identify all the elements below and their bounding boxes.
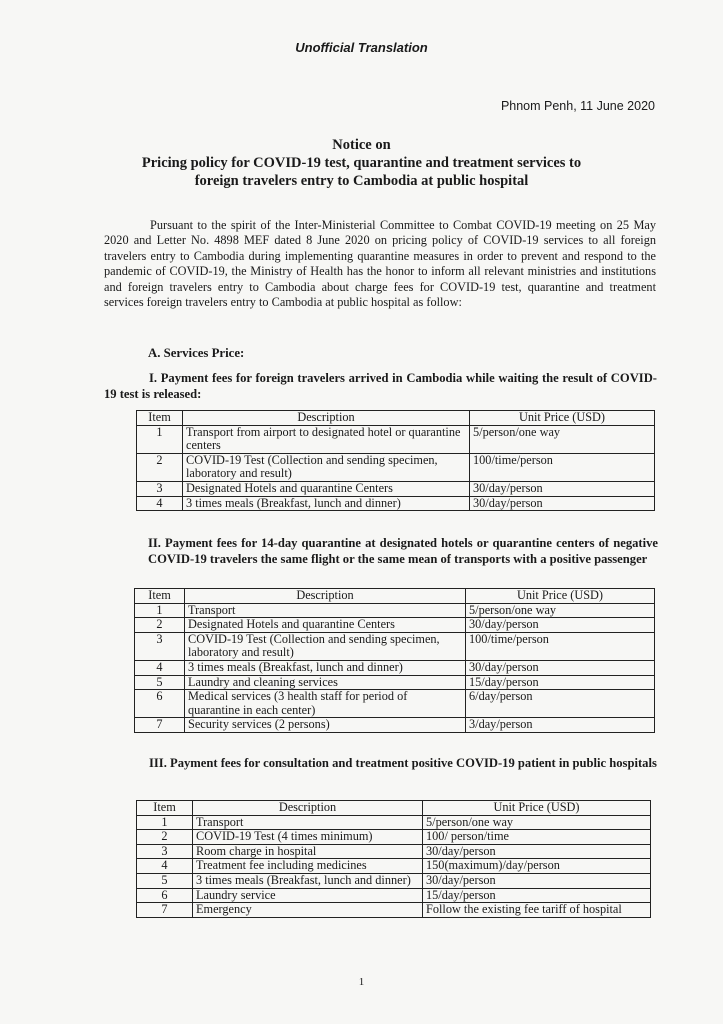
description-cell: Laundry service [193,888,423,903]
description-cell: COVID-19 Test (4 times minimum) [193,830,423,845]
table-row [135,690,655,718]
item-cell: 2 [137,830,193,845]
table-header-row [135,589,655,604]
description-cell: COVID-19 Test (Collection and sending specimen, laboratory and result) [183,453,470,481]
item-cell: 2 [137,453,183,481]
column-header: Description [183,411,470,426]
item-cell: 6 [137,888,193,903]
description-cell: Laundry and cleaning services [185,675,466,690]
item-cell: 3 [137,481,183,496]
price-cell: 30/day/person [423,844,651,859]
table-row [135,718,655,733]
item-cell: 3 [137,844,193,859]
section-a-heading: A. Services Price: [148,346,245,360]
description-cell: Transport from airport to designated hotel or quarantine centers [183,425,470,453]
column-header: Unit Price (USD) [466,589,655,604]
description-cell: Designated Hotels and quarantine Centers [183,481,470,496]
description-cell: Designated Hotels and quarantine Centers [185,618,466,633]
item-cell: 4 [137,859,193,874]
item-cell: 1 [137,815,193,830]
table-row [137,830,651,845]
item-cell: 4 [137,496,183,511]
price-cell: 15/day/person [466,675,655,690]
section-2-heading: II. Payment fees for 14-day quarantine at designated hotels or quarantine centers of negative COVID-19 travelers the same flight or the same mean of transports with a positive passenger [148,536,658,566]
section-2-table [134,588,655,733]
price-cell: 100/ person/time [423,830,651,845]
description-cell: Transport [193,815,423,830]
title-line-1: Notice on [332,137,391,153]
price-cell: 30/day/person [466,660,655,675]
column-header: Description [193,801,423,816]
price-cell: 3/day/person [466,718,655,733]
table-row [137,844,651,859]
item-cell: 7 [135,718,185,733]
table-header-row [137,411,655,426]
table-row [135,660,655,675]
item-cell: 2 [135,618,185,633]
table-row [137,888,651,903]
document-header: Unofficial Translation [295,40,428,55]
description-cell: COVID-19 Test (Collection and sending specimen, laboratory and result) [185,632,466,660]
document-title [40,136,683,190]
title-line-3: foreign travelers entry to Cambodia at public hospital [194,173,529,189]
section-1-heading: I. Payment fees for foreign travelers arrived in Cambodia while waiting the result of COVID-19 test is released: [104,371,657,401]
item-cell: 7 [137,903,193,918]
price-cell: Follow the existing fee tariff of hospital [423,903,651,918]
title-line-2: Pricing policy for COVID-19 test, quarantine and treatment services to [141,155,582,171]
section-3-table [136,800,651,918]
table-row [135,632,655,660]
item-cell: 3 [135,632,185,660]
column-header: Item [137,801,193,816]
price-cell: 100/time/person [470,453,655,481]
table-row [137,453,655,481]
price-cell: 150(maximum)/day/person [423,859,651,874]
section-1-table [136,410,655,511]
column-header: Unit Price (USD) [470,411,655,426]
description-cell: 3 times meals (Breakfast, lunch and dinner) [193,873,423,888]
item-cell: 5 [135,675,185,690]
column-header: Item [135,589,185,604]
table-row [135,675,655,690]
item-cell: 5 [137,873,193,888]
column-header: Item [137,411,183,426]
price-cell: 6/day/person [466,690,655,718]
price-cell: 30/day/person [423,873,651,888]
price-cell: 30/day/person [470,481,655,496]
table-row [135,603,655,618]
column-header: Unit Price (USD) [423,801,651,816]
price-cell: 5/person/one way [423,815,651,830]
table-row [135,618,655,633]
price-cell: 5/person/one way [466,603,655,618]
description-cell: Security services (2 persons) [185,718,466,733]
section-3-heading: III. Payment fees for consultation and treatment positive COVID-19 patient in public hospitals [149,756,657,770]
price-cell: 30/day/person [470,496,655,511]
item-cell: 6 [135,690,185,718]
price-cell: 15/day/person [423,888,651,903]
table-row [137,815,651,830]
table-row [137,873,651,888]
table-row [137,481,655,496]
table-row [137,496,655,511]
document-date: Phnom Penh, 11 June 2020 [500,99,655,113]
item-cell: 4 [135,660,185,675]
price-cell: 30/day/person [466,618,655,633]
table-row [137,903,651,918]
price-cell: 5/person/one way [470,425,655,453]
item-cell: 1 [137,425,183,453]
table-header-row [137,801,651,816]
description-cell: Room charge in hospital [193,844,423,859]
item-cell: 1 [135,603,185,618]
description-cell: Emergency [193,903,423,918]
description-cell: 3 times meals (Breakfast, lunch and dinner) [183,496,470,511]
price-cell: 100/time/person [466,632,655,660]
column-header: Description [185,589,466,604]
page-number: 1 [358,976,365,988]
intro-paragraph: Pursuant to the spirit of the Inter-Ministerial Committee to Combat COVID-19 meeting on 25 May 2020 and Letter No. 4898 MEF dated 8 June 2020 on pricing policy of COVID-19 services to all foreign travelers entry to Cambodia during implementing quarantine measures in order to prevent and respond to the pandemic of COVID-19, the Ministry of Health has the honor to inform all relevant ministries and institutions and foreign travelers entry to Cambodia about charge fees for COVID-19 test, quarantine and treatment services foreign travelers entry to Cambodia at public hospital as follow: [104,218,656,310]
table-row [137,859,651,874]
description-cell: Transport [185,603,466,618]
table-row [137,425,655,453]
description-cell: Treatment fee including medicines [193,859,423,874]
description-cell: 3 times meals (Breakfast, lunch and dinner) [185,660,466,675]
description-cell: Medical services (3 health staff for period of quarantine in each center) [185,690,466,718]
